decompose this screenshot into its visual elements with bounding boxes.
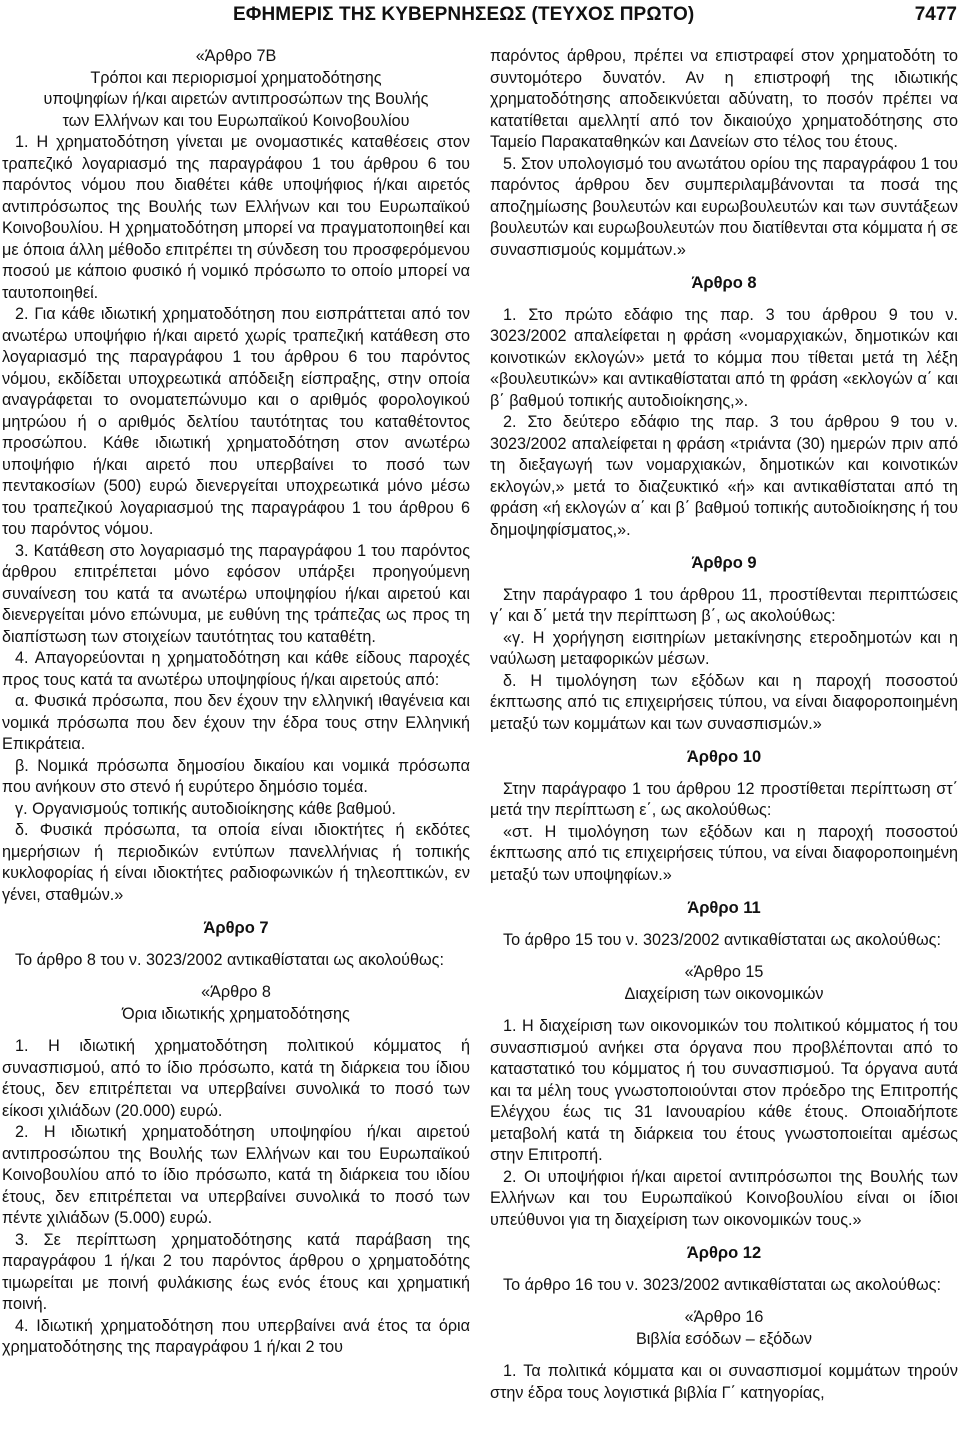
article-16-quoted-heading: «Άρθρο 16 [684,1308,764,1326]
paragraph: 3. Σε περίπτωση χρηματοδότησης κατά παράβαση της παραγράφου 1 ή/και 2 του παρόντος άρθρου ο χρηματοδότης τιμωρείται με ποινή φυλάκισης έως ενός έτους και χρηματική ποινή. [2,1230,470,1313]
paragraph: 5. Στον υπολογισμό του ανωτάτου ορίου της παραγράφου 1 του παρόντος άρθρου δεν συμπεριλαμβάνονται τα ποσά της αποζημίωσης βουλευτών και ευρωβουλευτών και των συντάξεων βουλευτών και ευρωβουλευτών που διατίθενται στα κόμματα ή σε συνασπισμούς κομμάτων.» [490,154,959,259]
paragraph: β. Νομικά πρόσωπα δημοσίου δικαίου και νομικά πρόσωπα που ανήκουν στο στενό ή ευρύτερο δημόσιο τομέα. [2,756,470,796]
article-8-quoted-heading: «Άρθρο 8 [201,983,271,1001]
right-column [490,46,958,1404]
gazette-title: ΕΦΗΜΕΡΙΣ ΤΗΣ ΚΥΒΕΡΝΗΣΕΩΣ (ΤΕΥΧΟΣ ΠΡΩΤΟ) [233,4,695,25]
article-15-quoted-heading: «Άρθρο 15 [684,963,764,981]
article-8-heading: Άρθρο 8 [691,274,757,292]
paragraph: 1. Η διαχείριση των οικονομικών του πολιτικού κόμματος ή του συνασπισμού ανήκει στα όργανα που προβλέπονται από το καταστατικό του κόμματος ή του συνασπισμού. Τα όργανα αυτά και τα μέλη τους γνωστοποιούνται στον πρόεδρο της Επιτροπής Ελέγχου έως τις 31 Ιανουαρίου κάθε έτους. Οποιαδήποτε μεταβολή κατά τη διάρκεια του έτους γνωστοποιείται αμέσως στην Επιτροπή. [490,1017,958,1164]
paragraph: γ. Οργανισμούς τοπικής αυτοδιοίκησης κάθε βαθμού. [15,799,396,818]
paragraph: Το άρθρο 8 του ν. 3023/2002 αντικαθίσταται ως ακολούθως: [15,950,444,969]
article-15-quoted-title: Διαχείριση των οικονομικών [624,984,824,1003]
article-12-heading: Άρθρο 12 [686,1244,762,1262]
paragraph: 2. Οι υποψήφιοι ή/και αιρετοί αντιπρόσωποι της Βουλής των Ελλήνων και του Ευρωπαϊκού Κοινοβουλίου είναι οι ίδιοι υπεύθυνοι για τη διαχείριση των οικονομικών τους.» [490,1167,958,1229]
paragraph: 2. Για κάθε ιδιωτική χρηματοδότηση που εισπράττεται από τον ανωτέρω υποψήφιο ή/και αιρετό χωρίς τραπεζική κατάθεση στο λογαριασμό της παραγράφου 1 του άρθρου 6 του παρόντος νόμου, εκδίδεται υποχρεωτικά απόδειξη είσπραξης, στην οποία αναγράφεται το ονοματεπώνυμο και ο αριθμός φορολογικού μητρώου ή ο αριθμός δελτίου ταυτότητας του καταθέτοντος προσώπου. Κάθε ιδιωτική χρηματοδότηση στον ανωτέρω υποψήφιο ή/και αιρετό που υπερβαίνει το ποσό των πεντακοσίων (500) ευρώ διενεργείται υποχρεωτικά μόνο μέσω του τραπεζικού λογαριασμού της παραγράφου 1 του άρθρου 6 του παρόντος νόμου. [2,305,470,538]
paragraph: α. Φυσικά πρόσωπα, που δεν έχουν την ελληνική ιθαγένεια και νομικά πρόσωπα που δεν έχουν την έδρα τους στην Ελληνική Επικράτεια. [2,692,470,753]
paragraph: 4. Ιδιωτική χρηματοδότηση που υπερβαίνει ανά έτος τα όρια χρηματοδότησης της παραγράφου 1 ή/και 2 του [2,1316,470,1356]
page-header [0,0,960,30]
article-8-quoted-title: Όρια ιδιωτικής χρηματοδότησης [122,1004,350,1023]
article-7b-title-line: Τρόποι και περιορισμοί χρηματοδότησης [90,68,382,87]
paragraph: Στην παράγραφο 1 του άρθρου 12 προστίθεται περίπτωση στ΄ μετά την περίπτωση ε΄, ως ακολούθως: [490,779,958,819]
article-10-heading: Άρθρο 10 [686,748,762,766]
paragraph: 2. Η ιδιωτική χρηματοδότηση υποψηφίου ή/και αιρετού αντιπροσώπου της Βουλής των Ελλήνων και του Ευρωπαϊκού Κοινοβουλίου από το ίδιο πρόσωπο, κατά τη διάρκεια του ιδίου έτους, δεν επιτρέπεται να υπερβαίνει συνολικά το ποσό των πέντε χιλιάδων (5.000) ευρώ. [2,1123,470,1227]
paragraph: Το άρθρο 16 του ν. 3023/2002 αντικαθίσταται ως ακολούθως: [503,1275,941,1294]
paragraph: 1. Στο πρώτο εδάφιο της παρ. 3 του άρθρου 9 του ν. 3023/2002 απαλείφεται η φράση «νομαρχιακών, δημοτικών και κοινοτικών εκλογών» μετά το κόμμα που τίθεται μετά τη λέξη «βουλευτικών» και αντικαθίσταται από τη φράση «εκλογών α΄ και β΄ βαθμού τοπικής αυτοδιοίκησης,». [490,305,958,410]
article-16-quoted-title: Βιβλία εσόδων – εξόδων [636,1329,812,1348]
paragraph: 1. Η χρηματοδότηση γίνεται με ονομαστικές καταθέσεις στον τραπεζικό λογαριασμό της παραγράφου 1 του άρθρου 6 του παρόντος νόμου που διαθέτει κάθε υποψήφιος ή/και αιρετός αντιπρόσωπος της Βουλής των Ελλήνων και του Ευρωπαϊκού Κοινοβουλίου. Η χρηματοδότηση μπορεί να πραγματοποιηθεί και με όποια άλλη μέθοδο επιτρέπει τη σύνδεση του προσφερόμενου ποσού με κάποιο φυσικό ή νομικό πρόσωπο το οποίο μπορεί να ταυτοποιηθεί. [2,133,470,302]
paragraph: 1. Η ιδιωτική χρηματοδότηση πολιτικού κόμματος ή συνασπισμού, από το ίδιο πρόσωπο, κατά τη διάρκεια του ίδιου έτους, δεν επιτρέπεται να υπερβαίνει συνολικά το ποσό των είκοσι χιλιάδων (20.000) ευρώ. [2,1037,470,1120]
article-7-heading: Άρθρο 7 [203,919,269,937]
paragraph: δ. Φυσικά πρόσωπα, τα οποία είναι ιδιοκτήτες ή εκδότες ημερήσιων ή περιοδικών εντύπων πανελλήνιας ή τοπικής κυκλοφορίας ή είναι ιδιοκτήτες ραδιοφωνικών ή τηλεοπτικών, εν γένει, σταθμών.» [2,821,470,904]
article-7b-title-line: υποψηφίων ή/και αιρετών αντιπροσώπων της Βουλής [43,90,429,108]
article-7b-title-line: των Ελλήνων και του Ευρωπαϊκού Κοινοβουλίου [62,111,410,130]
page-number: 7477 [914,4,957,25]
paragraph: δ. Η τιμολόγηση των εξόδων και η παροχή ποσοστού έκπτωσης από τις επιχειρήσεις τύπου, να είναι διαφοροποιημένη μεταξύ των κομμάτων και των συνασπισμών.» [490,671,958,733]
paragraph: 4. Απαγορεύονται η χρηματοδότηση και κάθε είδους παροχές προς τους κατά τα ανωτέρω υποψηφίους ή/και αιρετούς από: [2,649,470,689]
paragraph: 2. Στο δεύτερο εδάφιο της παρ. 3 του άρθρου 9 του ν. 3023/2002 απαλείφεται η φράση «τριάντα (30) ημερών πριν από τη διεξαγωγή των νομαρχιακών, δημοτικών και κοινοτικών εκλογών,» μετά το διαζευκτικό «ή» και αντικαθίσταται από τη φράση «ή εκλογών α΄ και β΄ βαθμού τοπικής αυτοδιοίκησης ή του δημοψηφίσματος,». [490,413,958,539]
left-column [2,46,470,1359]
paragraph: «γ. Η χορήγηση εισιτηρίων μετακίνησης ετεροδημοτών και η ναύλωση μεταφορικών μέσων. [490,628,958,668]
paragraph: Το άρθρο 15 του ν. 3023/2002 αντικαθίσταται ως ακολούθως: [503,930,941,949]
paragraph: παρόντος άρθρου, πρέπει να επιστραφεί στον χρηματοδότη το συντομότερο δυνατόν. Αν η επιστροφή της ιδιωτικής χρηματοδότησης αποδεικνύεται αδύνατη, το ποσόν πρέπει να κατατίθεται αμελλητί από τον δικαιούχο χρηματοδότησης στο Ταμείο Παρακαταθηκών και Δανείων στο τέλος του έτους. [490,47,958,151]
article-11-heading: Άρθρο 11 [687,899,761,917]
paragraph: «στ. Η τιμολόγηση των εξόδων και η παροχή ποσοστού έκπτωσης από τις επιχειρήσεις τύπου, να είναι διαφοροποιημένη μεταξύ των υποψηφίων.» [490,822,958,884]
paragraph: 1. Τα πολιτικά κόμματα και οι συνασπισμοί κομμάτων τηρούν στην έδρα τους λογιστικά βιβλία Γ΄ κατηγορίας, [490,1362,958,1402]
paragraph: 3. Κατάθεση στο λογαριασμό της παραγράφου 1 του παρόντος άρθρου επιτρέπεται μόνο εφόσον υπάρξει προηγούμενη συναίνεση του κατά τα ανωτέρω υποψηφίου ή/και αιρετού και διενεργείται μόνο επώνυμα, με ευθύνη της τράπεζας ως προς τη διαπίστωση των στοιχείων ταυτότητας του καταθέτη. [2,541,470,646]
article-7b-heading: «Άρθρο 7Β [195,47,277,65]
article-9-heading: Άρθρο 9 [691,554,757,572]
paragraph: Στην παράγραφο 1 του άρθρου 11, προστίθενται περιπτώσεις γ΄ και δ΄ μετά την περίπτωση β΄, ως ακολούθως: [490,585,958,625]
